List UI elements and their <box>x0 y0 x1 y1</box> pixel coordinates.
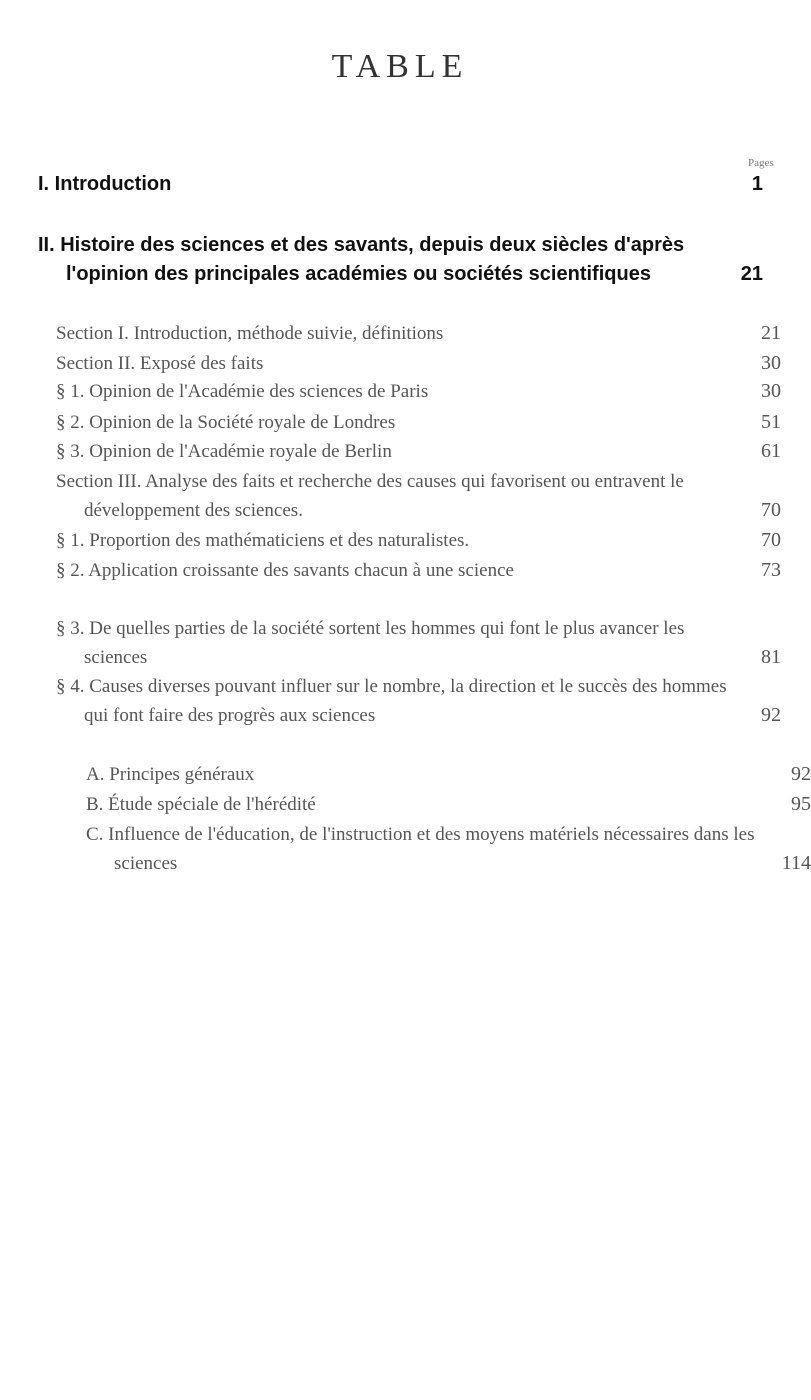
toc-entry <box>38 170 763 199</box>
toc-entry-page: 30 <box>761 380 781 402</box>
toc-entry-page: 21 <box>740 263 763 285</box>
toc-entry <box>86 820 811 878</box>
toc-entry-text: A. Principes généraux <box>86 764 255 785</box>
toc-entry-text: § 1. Opinion de l'Académie des sciences de Paris <box>56 381 429 402</box>
toc-entry <box>56 377 781 406</box>
pages-column-label: Pages <box>748 157 774 169</box>
toc-entry-page: 114 <box>781 852 811 874</box>
toc-entry-page: 92 <box>791 763 811 785</box>
toc-entry <box>56 672 781 730</box>
toc-entry-page: 61 <box>761 440 781 462</box>
page-title: TABLE <box>331 48 469 85</box>
toc-entry-text: B. Étude spéciale de l'hérédité <box>86 794 316 815</box>
toc-entry <box>56 349 781 378</box>
toc-entry-page: 21 <box>761 322 781 344</box>
toc-entry <box>56 467 781 525</box>
toc-entry <box>56 526 781 555</box>
toc-entry <box>86 790 811 819</box>
toc-entry-text: § 2. Application croissante des savants chacun à une science <box>56 560 514 581</box>
toc-entry-text: § 3. De quelles parties de la société sortent les hommes qui font le plus avancer les sciences <box>56 618 685 668</box>
toc-entry-text: Section III. Analyse des faits et recherche des causes qui favorisent ou entravent le développement des sciences. <box>56 471 684 521</box>
toc-entry <box>38 231 763 289</box>
toc-entry-text: § 4. Causes diverses pouvant influer sur le nombre, la direction et le succès des hommes qui font faire des progrès aux sciences <box>56 676 727 726</box>
toc-entry-text: Section I. Introduction, méthode suivie, définitions <box>56 323 444 344</box>
toc-entry-text: Section II. Exposé des faits <box>56 353 264 374</box>
toc-entry-page: 51 <box>761 411 781 433</box>
toc-entry-page: 73 <box>761 559 781 581</box>
toc-entry <box>56 319 781 348</box>
toc-entry-page: 1 <box>751 173 763 195</box>
toc-entry-text: C. Influence de l'éducation, de l'instruction et des moyens matériels nécessaires dans les sciences <box>86 824 755 874</box>
toc-entry-text: § 3. Opinion de l'Académie royale de Berlin <box>56 441 392 462</box>
toc-entry-page: 30 <box>761 352 781 374</box>
toc-entry-text: § 2. Opinion de la Société royale de Londres <box>56 412 396 433</box>
toc-entry <box>86 760 811 789</box>
toc-entry-page: 81 <box>761 646 781 668</box>
toc-entry <box>56 556 781 585</box>
toc-entry-text: I. Introduction <box>38 173 172 195</box>
toc-entry <box>56 614 781 672</box>
toc-entry-page: 92 <box>761 704 781 726</box>
toc-entry-text: § 1. Proportion des mathématiciens et des naturalistes. <box>56 530 470 551</box>
toc-entry-page: 95 <box>791 793 811 815</box>
toc-entry-text: II. Histoire des sciences et des savants, depuis deux siècles d'après l'opinion des principales académies ou sociétés scientifiques <box>38 234 685 285</box>
toc-entry <box>56 437 781 466</box>
toc-entry-page: 70 <box>761 499 781 521</box>
toc-entry <box>56 408 781 437</box>
toc-entry-page: 70 <box>761 529 781 551</box>
